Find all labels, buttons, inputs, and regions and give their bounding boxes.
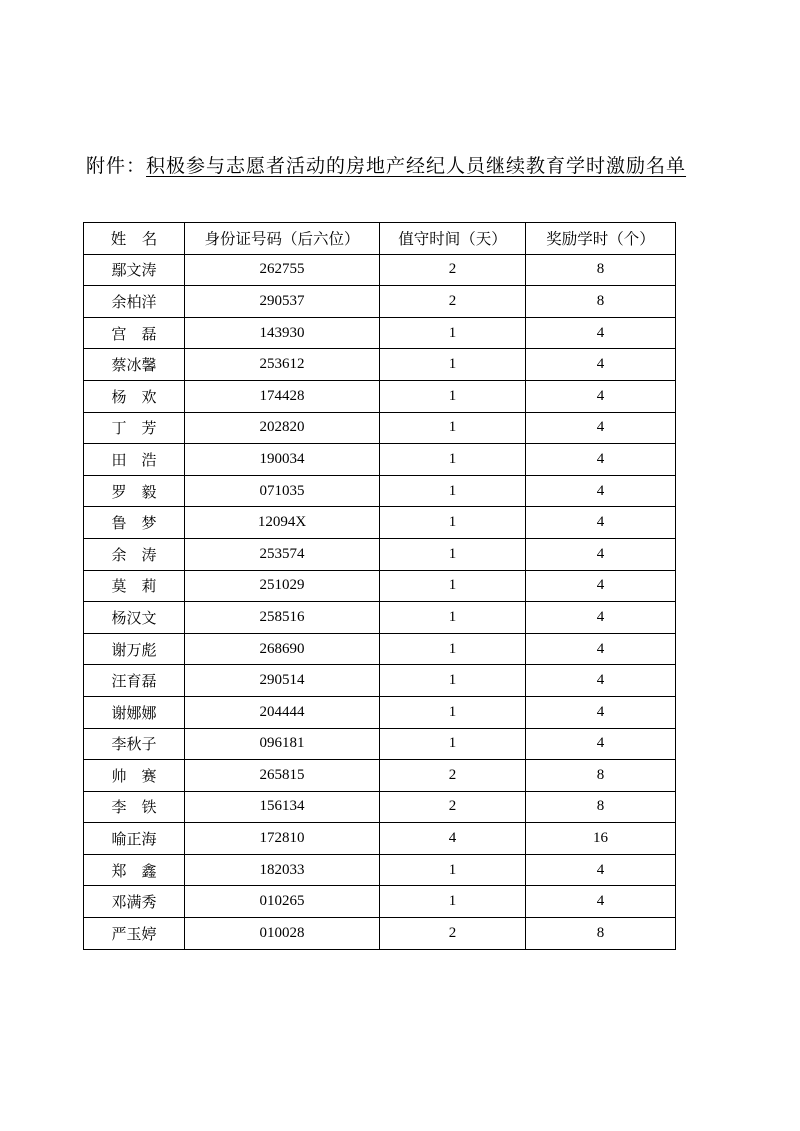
cell-days: 1 bbox=[380, 349, 526, 381]
table-row bbox=[84, 507, 676, 539]
cell-id: 258516 bbox=[185, 602, 380, 634]
cell-hours: 8 bbox=[526, 918, 676, 950]
header-duty-days: 值守时间（天） bbox=[380, 223, 526, 255]
table-row bbox=[84, 444, 676, 476]
cell-id: 290537 bbox=[185, 286, 380, 318]
table-row bbox=[84, 286, 676, 318]
cell-days: 1 bbox=[380, 380, 526, 412]
cell-days: 1 bbox=[380, 444, 526, 476]
cell-id: 204444 bbox=[185, 696, 380, 728]
table-row bbox=[84, 918, 676, 950]
table-header-row bbox=[84, 223, 676, 255]
cell-id: 251029 bbox=[185, 570, 380, 602]
table-row bbox=[84, 633, 676, 665]
cell-id: 172810 bbox=[185, 823, 380, 855]
table-row bbox=[84, 602, 676, 634]
cell-id: 174428 bbox=[185, 380, 380, 412]
cell-name: 杨汉文 bbox=[84, 602, 185, 634]
cell-id: 253574 bbox=[185, 538, 380, 570]
cell-name: 谢娜娜 bbox=[84, 696, 185, 728]
cell-name: 谢万彪 bbox=[84, 633, 185, 665]
cell-hours: 8 bbox=[526, 254, 676, 286]
table-row bbox=[84, 475, 676, 507]
cell-hours: 4 bbox=[526, 665, 676, 697]
cell-id: 12094X bbox=[185, 507, 380, 539]
cell-days: 1 bbox=[380, 633, 526, 665]
table-row bbox=[84, 823, 676, 855]
title-text: 积极参与志愿者活动的房地产经纪人员继续教育学时激励名单 bbox=[146, 155, 687, 177]
cell-name: 喻正海 bbox=[84, 823, 185, 855]
incentive-roster-table bbox=[83, 222, 676, 950]
cell-days: 1 bbox=[380, 696, 526, 728]
cell-days: 1 bbox=[380, 728, 526, 760]
cell-name: 丁 芳 bbox=[84, 412, 185, 444]
table-row bbox=[84, 665, 676, 697]
cell-id: 071035 bbox=[185, 475, 380, 507]
cell-days: 1 bbox=[380, 854, 526, 886]
cell-name: 杨 欢 bbox=[84, 380, 185, 412]
cell-days: 2 bbox=[380, 254, 526, 286]
header-id-last6: 身份证号码（后六位） bbox=[185, 223, 380, 255]
cell-days: 1 bbox=[380, 507, 526, 539]
cell-name: 宫 磊 bbox=[84, 317, 185, 349]
cell-days: 2 bbox=[380, 791, 526, 823]
cell-hours: 4 bbox=[526, 886, 676, 918]
cell-name: 郑 鑫 bbox=[84, 854, 185, 886]
table-row bbox=[84, 854, 676, 886]
cell-name: 莫 莉 bbox=[84, 570, 185, 602]
cell-name: 李 铁 bbox=[84, 791, 185, 823]
cell-id: 010265 bbox=[185, 886, 380, 918]
cell-days: 2 bbox=[380, 760, 526, 792]
cell-hours: 4 bbox=[526, 696, 676, 728]
cell-id: 190034 bbox=[185, 444, 380, 476]
cell-name: 余 涛 bbox=[84, 538, 185, 570]
cell-id: 268690 bbox=[185, 633, 380, 665]
cell-hours: 4 bbox=[526, 412, 676, 444]
table-row bbox=[84, 886, 676, 918]
cell-id: 262755 bbox=[185, 254, 380, 286]
cell-hours: 4 bbox=[526, 570, 676, 602]
cell-hours: 8 bbox=[526, 791, 676, 823]
cell-id: 182033 bbox=[185, 854, 380, 886]
cell-days: 1 bbox=[380, 475, 526, 507]
cell-name: 李秋子 bbox=[84, 728, 185, 760]
cell-name: 邓满秀 bbox=[84, 886, 185, 918]
cell-id: 156134 bbox=[185, 791, 380, 823]
cell-hours: 4 bbox=[526, 317, 676, 349]
cell-days: 1 bbox=[380, 665, 526, 697]
cell-name: 余柏洋 bbox=[84, 286, 185, 318]
cell-name: 汪育磊 bbox=[84, 665, 185, 697]
cell-id: 290514 bbox=[185, 665, 380, 697]
cell-days: 2 bbox=[380, 286, 526, 318]
cell-id: 253612 bbox=[185, 349, 380, 381]
cell-days: 1 bbox=[380, 602, 526, 634]
table-row bbox=[84, 791, 676, 823]
cell-id: 265815 bbox=[185, 760, 380, 792]
cell-name: 鄢文涛 bbox=[84, 254, 185, 286]
document-title bbox=[86, 152, 686, 180]
cell-id: 143930 bbox=[185, 317, 380, 349]
header-reward-hours: 奖励学时（个） bbox=[526, 223, 676, 255]
cell-hours: 4 bbox=[526, 444, 676, 476]
table-row bbox=[84, 570, 676, 602]
cell-name: 鲁 梦 bbox=[84, 507, 185, 539]
cell-hours: 4 bbox=[526, 380, 676, 412]
table-row bbox=[84, 728, 676, 760]
cell-id: 202820 bbox=[185, 412, 380, 444]
cell-days: 1 bbox=[380, 886, 526, 918]
cell-hours: 4 bbox=[526, 633, 676, 665]
cell-hours: 4 bbox=[526, 507, 676, 539]
cell-hours: 4 bbox=[526, 602, 676, 634]
table-row bbox=[84, 380, 676, 412]
cell-hours: 4 bbox=[526, 538, 676, 570]
cell-hours: 16 bbox=[526, 823, 676, 855]
cell-name: 蔡冰馨 bbox=[84, 349, 185, 381]
cell-days: 1 bbox=[380, 412, 526, 444]
table-row bbox=[84, 538, 676, 570]
cell-days: 2 bbox=[380, 918, 526, 950]
table-row bbox=[84, 412, 676, 444]
cell-hours: 4 bbox=[526, 475, 676, 507]
cell-hours: 8 bbox=[526, 760, 676, 792]
table-row bbox=[84, 349, 676, 381]
cell-id: 096181 bbox=[185, 728, 380, 760]
header-name: 姓 名 bbox=[84, 223, 185, 255]
table-row bbox=[84, 760, 676, 792]
cell-days: 4 bbox=[380, 823, 526, 855]
cell-name: 帅 赛 bbox=[84, 760, 185, 792]
table-row bbox=[84, 696, 676, 728]
cell-hours: 4 bbox=[526, 728, 676, 760]
cell-id: 010028 bbox=[185, 918, 380, 950]
title-prefix: 附件： bbox=[86, 155, 147, 177]
table-row bbox=[84, 317, 676, 349]
cell-hours: 4 bbox=[526, 854, 676, 886]
cell-name: 田 浩 bbox=[84, 444, 185, 476]
cell-days: 1 bbox=[380, 570, 526, 602]
cell-hours: 4 bbox=[526, 349, 676, 381]
table-row bbox=[84, 254, 676, 286]
cell-days: 1 bbox=[380, 538, 526, 570]
cell-name: 罗 毅 bbox=[84, 475, 185, 507]
cell-name: 严玉婷 bbox=[84, 918, 185, 950]
cell-days: 1 bbox=[380, 317, 526, 349]
cell-hours: 8 bbox=[526, 286, 676, 318]
